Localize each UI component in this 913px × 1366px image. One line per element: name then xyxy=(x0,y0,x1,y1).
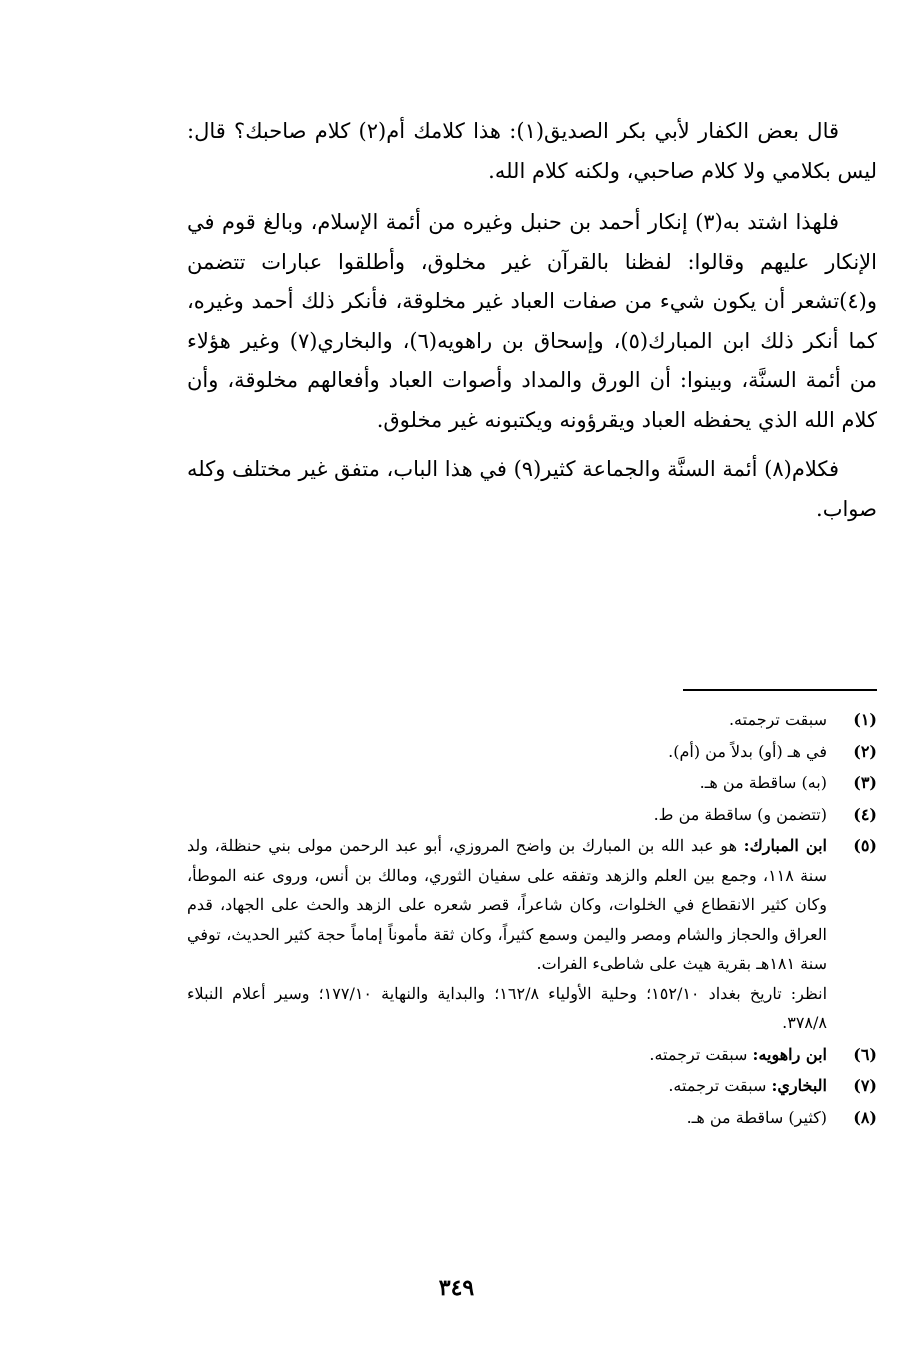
footnote-references: انظر: تاريخ بغداد ١٥٢/١٠؛ وحلية الأولياء ١٦٢/٨؛ والبداية والنهاية ١٧٧/١٠؛ وسير أعلام النبلاء ٣٧٨/٨. xyxy=(187,983,828,1032)
footnote-number: (٨) xyxy=(853,1107,877,1127)
footnote xyxy=(187,1040,877,1070)
footnote-number: (٦) xyxy=(853,1044,877,1064)
footnote-text: سبقت ترجمته. xyxy=(649,1044,748,1064)
footnote-person-name: ابن راهويه: xyxy=(752,1044,827,1064)
main-text xyxy=(187,112,877,539)
footnote xyxy=(187,1103,877,1133)
footnote-number: (٥) xyxy=(853,836,877,855)
footnote-number: (٧) xyxy=(853,1076,877,1095)
footnote-text: هو عبد الله بن المبارك بن واضح المروزي، أبو عبد الرحمن مولى بني حنظلة، ولد سنة ١١٨، وجمع بين العلم والزهد وتفقه على سفيان الثوري، ومالك بن أنس، وروى عنه الموطأ، وكان كثير الانقطاع في الخلوات، وكان شاعراً، قصر شعره على الزهد والحث على الجهاد، قدم العراق والحجاز والشام ومصر واليمن وسمع كثيراً، وكان ثقة مأموناً إماماً حجة كثير الحديث، توفي سنة ١٨١هـ بقرية هيث على شاطىء الفرات. xyxy=(187,836,827,973)
footnote xyxy=(187,737,877,767)
footnote xyxy=(187,831,877,1038)
footnote-separator xyxy=(683,689,877,691)
page-number: ٣٤٩ xyxy=(438,1275,475,1301)
footnote-number: (٤) xyxy=(853,804,877,824)
paragraph: فلهذا اشتد به(٣) إنكار أحمد بن حنبل وغيره من أئمة الإسلام، وبالغ قوم في الإنكار عليهم وقالوا: لفظنا بالقرآن غير مخلوق، وأطلقوا عبارات تتضمن و(٤)تشعر أن يكون شيء من صفات العباد غير مخلوقة، فأنكر ذلك أحمد وغيره، كما أنكر ذلك ابن المبارك(٥)، وإسحاق بن راهويه(٦)، والبخاري(٧) وغير هؤلاء من أئمة السنَّة، وبينوا: أن الورق والمداد وأصوات العباد وأفعالهم مخلوقة، وأن كلام الله الذي يحفظه العباد ويقرؤونه ويكتبونه غير مخلوق. xyxy=(187,210,878,432)
footnote xyxy=(187,800,877,830)
footnote xyxy=(187,1071,877,1101)
footnote-number: (٣) xyxy=(853,773,877,792)
footnote-number: (١) xyxy=(853,710,877,729)
footnote-text: (به) ساقطة من هـ. xyxy=(699,773,827,792)
footnote-person-name: ابن المبارك: xyxy=(743,836,827,855)
footnotes xyxy=(187,705,877,1134)
paragraph: قال بعض الكفار لأبي بكر الصديق(١): هذا كلامك أم(٢) كلام صاحبك؟ قال: ليس بكلامي ولا كلام صاحبي، ولكنه كلام الله. xyxy=(187,119,877,183)
paragraph: فكلام(٨) أئمة السنَّة والجماعة كثير(٩) في هذا الباب، متفق غير مختلف وكله صواب. xyxy=(187,457,877,521)
footnote xyxy=(187,705,877,735)
footnote-text: (كثير) ساقطة من هـ. xyxy=(686,1107,827,1127)
footnote-text: (تتضمن و) ساقطة من ط. xyxy=(653,804,827,824)
footnote-text: في هـ (أو) بدلاً من (أم). xyxy=(668,741,827,761)
footnote-text: سبقت ترجمته. xyxy=(728,710,827,729)
footnote-text: سبقت ترجمته. xyxy=(668,1076,767,1095)
footnote-person-name: البخاري: xyxy=(771,1076,827,1095)
footnote xyxy=(187,768,877,798)
footnote-number: (٢) xyxy=(853,741,877,761)
